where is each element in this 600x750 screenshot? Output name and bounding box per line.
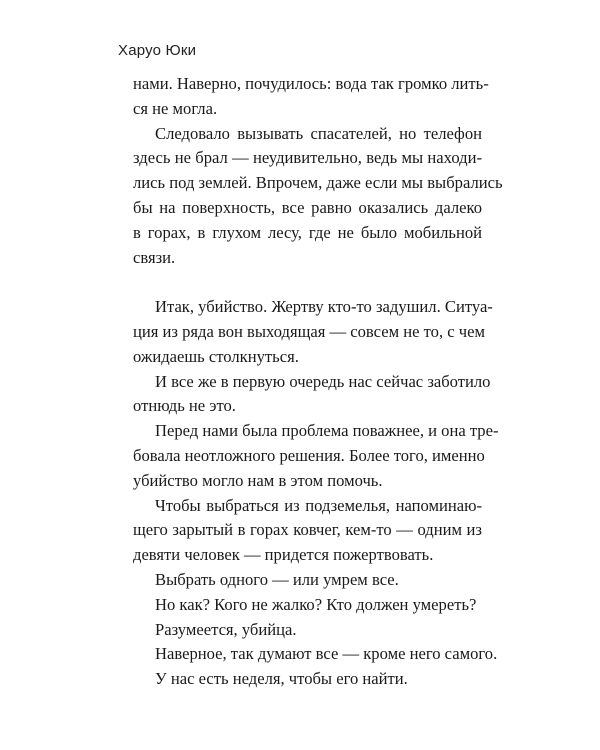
text-line: У нас есть неделя, чтобы его найти. [155,669,408,689]
text-line: ция из ряда вон выходящая — совсем не то, с чем [133,321,485,341]
text-line: Чтобы выбраться из подземелья, напоминаю- [155,495,482,515]
text-line: связи. [133,247,176,267]
text-line: здесь не брал — неудивительно, ведь мы находи- [133,148,482,168]
text-line: И все же в первую очередь нас сейчас заботило [155,371,491,391]
text-line: нами. Наверно, почудилось: вода так громко лить- [133,74,489,93]
text-line: убийство могло нам в этом помочь. [133,470,383,490]
text-line: Разумеется, убийца. [155,619,297,639]
text-line: Перед нами была проблема поважнее, и она тре- [155,421,499,441]
text-line: в горах, в глухом лесу, где не было мобильной [133,222,482,242]
text-line: бы на поверхность, все равно оказались далеко [133,197,482,217]
text-line: ожидаешь столкнуться. [133,346,299,366]
text-line: Следовало вызывать спасателей, но телефон [155,123,482,143]
text-line: лись под землей. Впрочем, даже если мы выбрались [133,173,503,193]
text-line: Наверное, так думают все — кроме него самого. [155,644,498,664]
running-head-author: Харуо Юки [118,42,197,59]
text-line: щего зарытый в горах ковчег, кем-то — одним из [133,520,482,540]
text-line: Итак, убийство. Жертву кто-то задушил. Ситуа- [155,297,493,317]
text-line: бовала неотложного решения. Более того, именно [133,445,485,465]
text-line: девяти человек — придется пожертвовать. [133,545,434,565]
text-line: Выбрать одного — или умрем все. [155,569,399,589]
section-break [133,270,482,295]
text-line: ся не могла. [133,98,218,118]
text-line: отнюдь не это. [133,396,236,416]
text-line: Но как? Кого не жалко? Кто должен умереть? [155,594,477,614]
body-text [133,72,503,692]
